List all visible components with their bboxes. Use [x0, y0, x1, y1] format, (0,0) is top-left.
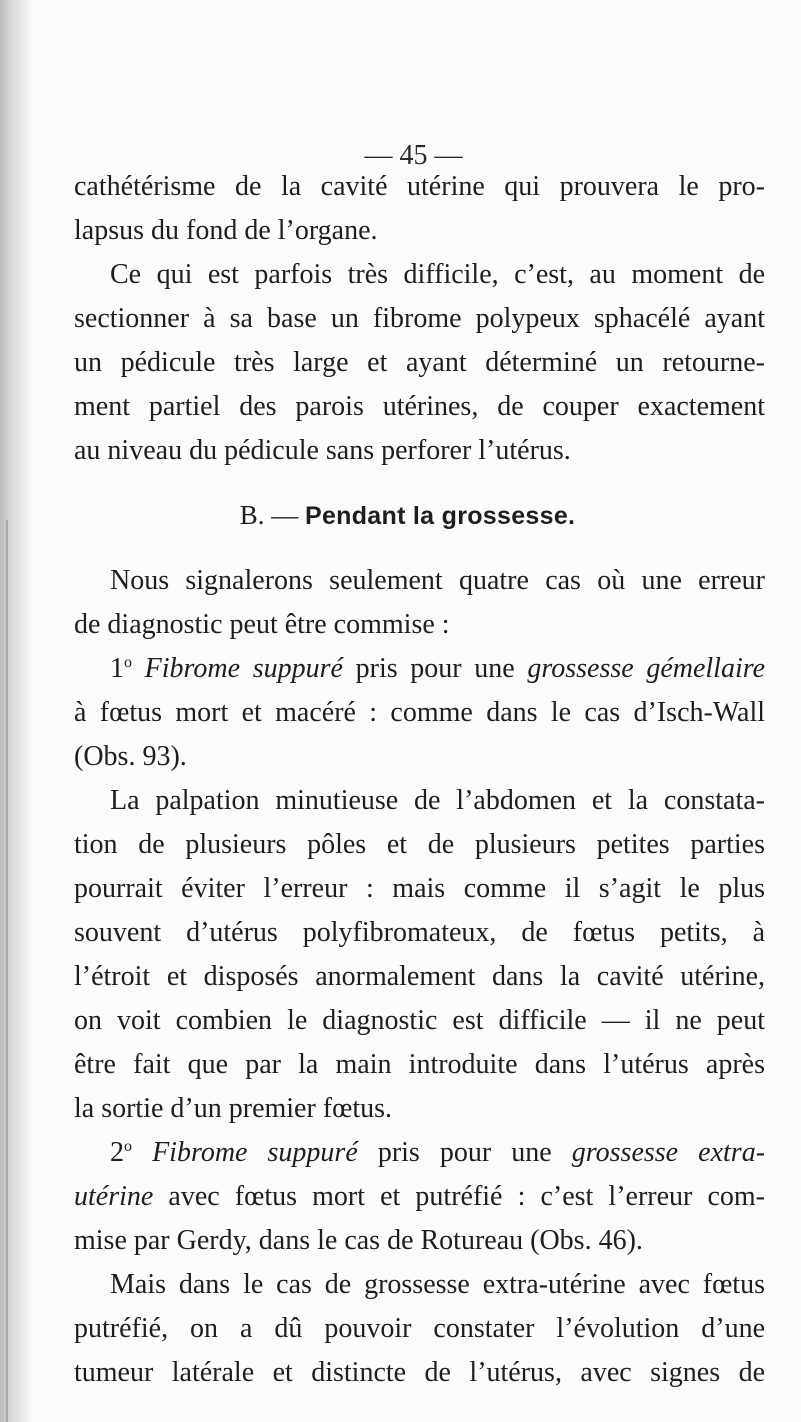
text-line: sectionner à sa base un fibrome polypeux sphacélé ayant: [74, 303, 765, 334]
text-line: (Obs. 93).: [74, 741, 187, 772]
item-label: Fibrome suppuré: [144, 653, 343, 684]
list-item-2-line: [110, 1139, 765, 1167]
text-line: au niveau du pédicule sans perforer l’utérus.: [74, 435, 571, 466]
text-line: lapsus du fond de l’organe.: [74, 215, 378, 246]
section-heading: [0, 500, 801, 531]
text-line: tumeur latérale et distincte de l’utérus, avec signes de: [74, 1357, 765, 1388]
text-line: pourrait éviter l’erreur : mais comme il s’agit le plus: [74, 873, 765, 904]
text-line: être fait que par la main introduite dans l’utérus après: [74, 1049, 765, 1080]
ordinal-mark: o: [124, 1138, 132, 1155]
page-number: — 45 —: [364, 140, 463, 171]
item-diagnosis: grossesse extra-: [571, 1137, 766, 1168]
text-line: La palpation minutieuse de l’abdomen et la constata-: [110, 785, 765, 816]
text-line: cathétérisme de la cavité utérine qui prouvera le pro-: [74, 171, 765, 202]
section-title: Pendant la grossesse.: [304, 502, 576, 530]
text-line: l’étroit et disposés anormalement dans la cavité utérine,: [74, 961, 765, 992]
text-line: Ce qui est parfois très difficile, c’est, au moment de: [110, 259, 765, 290]
text-line: [74, 1183, 765, 1211]
item-label: Fibrome suppuré: [152, 1137, 358, 1168]
text-line: un pédicule très large et ayant déterminé un retourne-: [74, 347, 765, 378]
text-line: la sortie d’un premier fœtus.: [74, 1093, 393, 1124]
text-line: tion de plusieurs pôles et de plusieurs petites parties: [74, 829, 765, 860]
item-connector: pris pour une: [342, 653, 528, 684]
text-line: souvent d’utérus polyfibromateux, de fœtus petits, à: [74, 917, 765, 948]
text-run: avec fœtus mort et putréfié : c’est l’erreur com-: [153, 1181, 765, 1212]
item-number: 2: [110, 1137, 124, 1168]
item-number: 1: [110, 653, 124, 684]
list-item-1-line: [110, 655, 765, 683]
section-letter: B. —: [239, 500, 299, 530]
item-connector: pris pour une: [357, 1137, 572, 1168]
text-line: Mais dans le cas de grossesse extra-utérine avec fœtus: [110, 1269, 765, 1300]
text-line: à fœtus mort et macéré : comme dans le cas d’Isch-Wall: [74, 697, 765, 728]
text-line: Nous signalerons seulement quatre cas où une erreur: [110, 565, 765, 596]
item-diagnosis: grossesse gémellaire: [527, 653, 766, 684]
item-diagnosis-cont: utérine: [74, 1181, 154, 1212]
text-line: ment partiel des parois utérines, de couper exactement: [74, 391, 765, 422]
text-line: on voit combien le diagnostic est difficile — il ne peut: [74, 1005, 765, 1036]
binding-edge-line: [6, 520, 8, 1422]
text-line: putréfié, on a dû pouvoir constater l’évolution d’une: [74, 1313, 765, 1344]
text-line: de diagnostic peut être commise :: [74, 609, 450, 640]
text-line: mise par Gerdy, dans le cas de Rotureau (Obs. 46).: [74, 1225, 643, 1256]
ordinal-mark: o: [124, 654, 132, 671]
